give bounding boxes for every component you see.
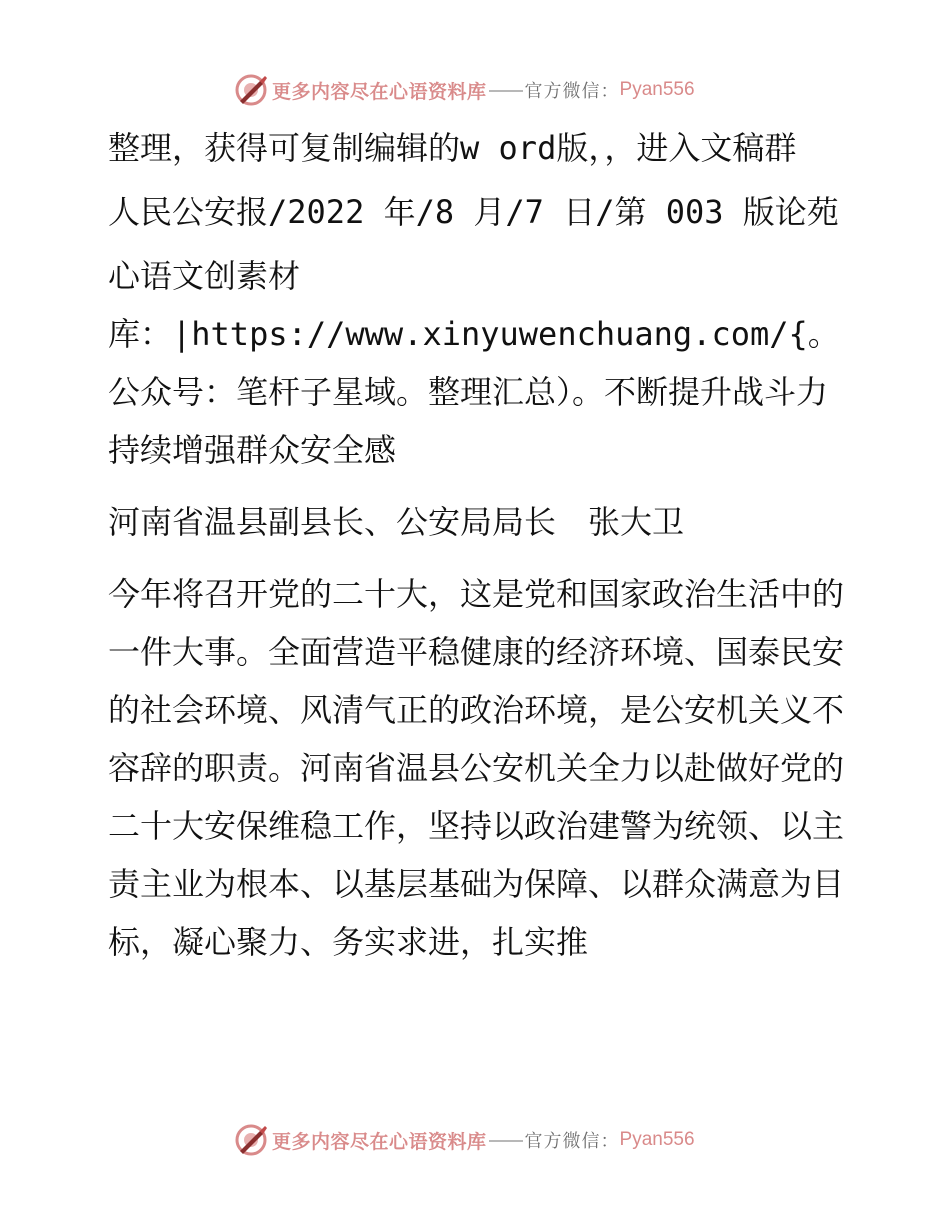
banner-official-label: 官方微信：: [524, 1131, 620, 1152]
author-line: 河南省温县副县长、公安局局长 张大卫: [108, 503, 685, 541]
banner-divider: [489, 90, 523, 92]
footer-banner: [234, 1122, 695, 1158]
site-paragraph: 心语文创素材库：|https://www.xinyuwenchuang.com/{。公众号：笔杆子星域。整理汇总）。不断提升战斗力 持续增强群众安全感: [108, 257, 861, 469]
banner-account: Pyan556: [619, 79, 695, 100]
body-paragraph: 今年将召开党的二十大，这是党和国家政治生活中的一件大事。全面营造平稳健康的经济环境、国泰民安的社会环境、风清气正的政治环境，是公安机关义不容辞的职责。河南省温县公安机关全力以赴做好党的二十大安保维稳工作，坚持以政治建警为统领、以主责主业为根本、以基层基础为保障、以群众满意为目标，凝心聚力、务实求进，扎实推: [108, 575, 845, 961]
brand-logo-icon: [234, 1123, 268, 1157]
source-line: 人民公安报/2022 年/8 月/7 日/第 003 版论苑: [108, 193, 839, 231]
document-body: [98, 119, 861, 971]
banner-account: Pyan556: [619, 1129, 695, 1150]
banner-divider: [489, 1140, 523, 1142]
banner-slogan: 更多内容尽在心语资料库: [272, 80, 487, 103]
banner-official-label: 官方微信：: [524, 81, 620, 102]
header-banner: [234, 72, 695, 108]
banner-slogan: 更多内容尽在心语资料库: [272, 1130, 487, 1153]
brand-logo-icon: [234, 73, 268, 107]
intro-paragraph: 整理，获得可复制编辑的w ord版，，进入文稿群: [108, 129, 797, 167]
